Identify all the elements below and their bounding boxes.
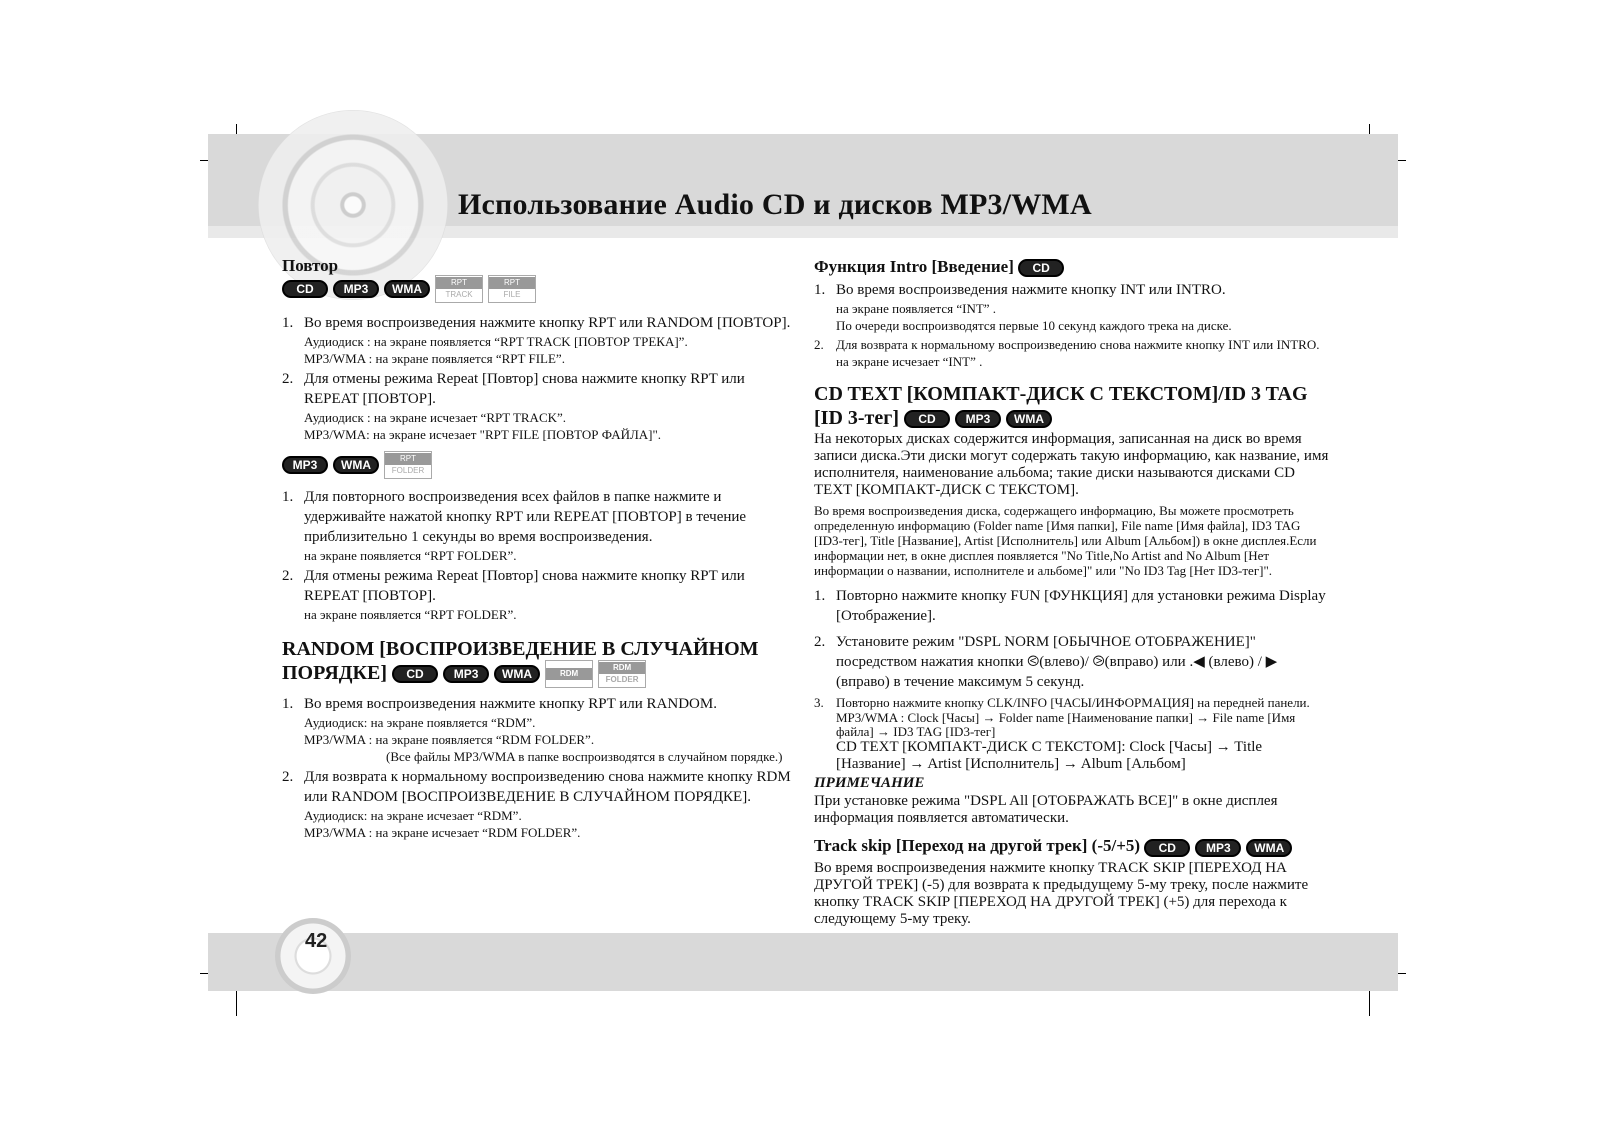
list-item: 1. Повторно нажмите кнопку FUN [ФУНКЦИЯ] для установки режима Display [Отображение]. [814,588,1326,625]
cd-badge: CD [1018,259,1064,277]
list-item: 2. Установите режим "DSPL NORM [ОБЫЧНОЕ ОТОБРАЖЕНИЕ]" посредством нажатия кнопки ⧀(влево)/ ⧁(вправо) или .◀ (влево) / ▶ (вправо) в течение максимум 5 секунд. [814,634,1278,691]
list-subtext: Аудиодиск : на экране появляется “RPT TRACK [ПОВТОР ТРЕКА]”. [304,334,688,349]
wma-badge: WMA [1006,410,1052,428]
list-item: 1. Для повторного воспроизведения всех файлов в папке нажмите и удерживайте нажатой кнопку RPT или REPEAT [ПОВТОР] в течение приблизительно 1 секунды во время воспроизведения. [282,489,747,545]
mp3-badge: MP3 [333,280,379,298]
left-column [282,255,792,841]
list-subtext: Аудиодиск : на экране исчезает “RPT TRACK”. [304,410,567,425]
list-subtext: MP3/WMA : Clock [Часы] → Folder name [Наименование папки] → File name [Имя файла] → ID3 TAG [ID3-тег] [836,710,1296,740]
wma-badge: WMA [494,665,540,683]
list-subtext: Аудиодиск: на экране исчезает “RDM”. [304,808,522,824]
trackskip-paragraph: Во время воспроизведения нажмите кнопку TRACK SKIP [ПЕРЕХОД НА ДРУГОЙ ТРЕК] (-5) для возврата к предыдущему 5-му треку, после нажмите кнопку TRACK SKIP [ПЕРЕХОД НА ДРУГОЙ ТРЕК] (+5) для перехода к следующему 5-му треку. [814,859,1309,927]
list-subtext: Аудиодиск: на экране появляется “RDM”. [304,715,536,731]
wma-badge: WMA [384,280,430,298]
list-subtext: на экране появляется “RPT FOLDER”. [304,607,517,622]
cdtext-paragraph: На некоторых дисках содержится информация, записанная на диск во время записи диска.Эти диски могут содержать такую информацию, как название, имя исполнителя, наименование альбома; такие диски называются дисками CD TEXT [КОМПАКТ-ДИСК С ТЕКСТОМ]. [814,431,1329,499]
list-item: 3. Повторно нажмите кнопку CLK/INFO [ЧАСЫ/ИНФОРМАЦИЯ] на передней панели. [814,695,1310,711]
cd-badge: CD [904,410,950,428]
cd-badge: CD [392,665,438,683]
rdm-badge: RDM [545,660,593,688]
page-number: 42 [305,930,328,952]
wma-badge: WMA [333,456,379,474]
list-item: 2. Для отмены режима Repeat [Повтор] снова нажмите кнопку RPT или REPEAT [ПОВТОР]. [282,568,745,604]
list-subtext: на экране появляется “RPT FOLDER”. [304,548,517,563]
footer-band [208,933,1398,991]
list-subtext: MP3/WMA : на экране появляется “RPT FILE”. [304,351,565,366]
cdtext-heading: CD TEXT [КОМПАКТ-ДИСК С ТЕКСТОМ]/ID 3 TAG [ID 3-тег] CD MP3 WMA [814,383,1308,429]
note-text: При установке режима "DSPL All [ОТОБРАЖАТЬ ВСЕ]" в окне дисплея информация появляется автоматически. [814,793,1278,827]
note-label: ПРИМЕЧАНИЕ [814,775,925,792]
cd-badge: CD [1144,839,1190,857]
cd-badge: CD [282,280,328,298]
list-subtext: MP3/WMA : на экране исчезает “RDM FOLDER”. [304,825,581,841]
random-heading: RANDOM [ВОСПРОИЗВЕДЕНИЕ В СЛУЧАЙНОМ ПОРЯДКЕ] CD MP3 WMA RDM RDM FOLDER [282,637,792,686]
list-item: 2. Для отмены режима Repeat [Повтор] снова нажмите кнопку RPT или REPEAT [ПОВТОР]. [282,371,745,407]
repeat-heading: Повтор [282,256,339,275]
list-item: 2. Для возврата к нормальному воспроизведению снова нажмите кнопку INT или INTRO. [814,337,1320,352]
list-item: 1. Во время воспроизведения нажмите кнопку INT или INTRO. [814,282,1226,298]
repeat-badges [282,277,792,301]
page-title: Использование Audio CD и дисков MP3/WMA [458,188,1092,221]
right-column [814,256,1332,928]
list-subtext: (Все файлы MP3/WMA в папке воспроизводятся в случайном порядке.) [386,749,783,765]
trackskip-heading: Track skip [Переход на другой трек] (-5/+5) CD MP3 WMA [814,835,1332,859]
mp3-badge: MP3 [1195,839,1241,857]
rpt-track-badge: RPT TRACK [435,275,483,303]
mp3-badge: MP3 [955,410,1001,428]
list-item: 2. Для возврата к нормальному воспроизведению снова нажмите кнопку RDM или RANDOM [ВОСПРОИЗВЕДЕНИЕ В СЛУЧАЙНОМ ПОРЯДКЕ]. [282,769,791,806]
folder-badges [282,453,792,477]
mp3-badge: MP3 [443,665,489,683]
list-subtext: По очереди воспроизводятся первые 10 секунд каждого трека на диске. [836,318,1232,333]
mp3-badge: MP3 [282,456,328,474]
list-subtext: на экране появляется “INT” . [836,301,997,316]
cdtext-paragraph: Во время воспроизведения диска, содержащего информацию, Вы можете просмотреть определенную информацию (Folder name [Имя папки], File name [Имя файла], ID3 TAG [ID3-тег], Title [Название], Artist [Исполнитель] или Album [Альбом]) в окне дисплея.Если информации нет, в окне дисплея появляется "No Title,No Artist and No Album [Нет информации о названии, исполнителе и альбоме]" или "No ID3 Tag [Нет ID3-тег]". [814,503,1317,579]
wma-badge: WMA [1246,839,1292,857]
intro-heading: Функция Intro [Введение] CD [814,256,1332,278]
list-item: 1. Во время воспроизведения нажмите кнопку RPT или RANDOM. [282,696,717,713]
list-item: 1. Во время воспроизведения нажмите кнопку RPT или RANDOM [ПОВТОР]. [282,315,791,331]
list-subtext: MP3/WMA : на экране появляется “RDM FOLDER”. [304,732,595,748]
list-subtext: CD TEXT [КОМПАКТ-ДИСК С ТЕКСТОМ]: Clock [Часы] → Title [Название] → Artist [Исполнитель] → Album [Альбом] [836,739,1263,773]
list-subtext: на экране исчезает “INT” . [836,354,983,369]
list-subtext: MP3/WMA: на экране исчезает "RPT FILE [ПОВТОР ФАЙЛА]". [304,427,662,442]
rpt-folder-badge: RPT FOLDER [384,451,432,479]
rdm-folder-badge: RDM FOLDER [598,660,646,688]
rpt-file-badge: RPT FILE [488,275,536,303]
